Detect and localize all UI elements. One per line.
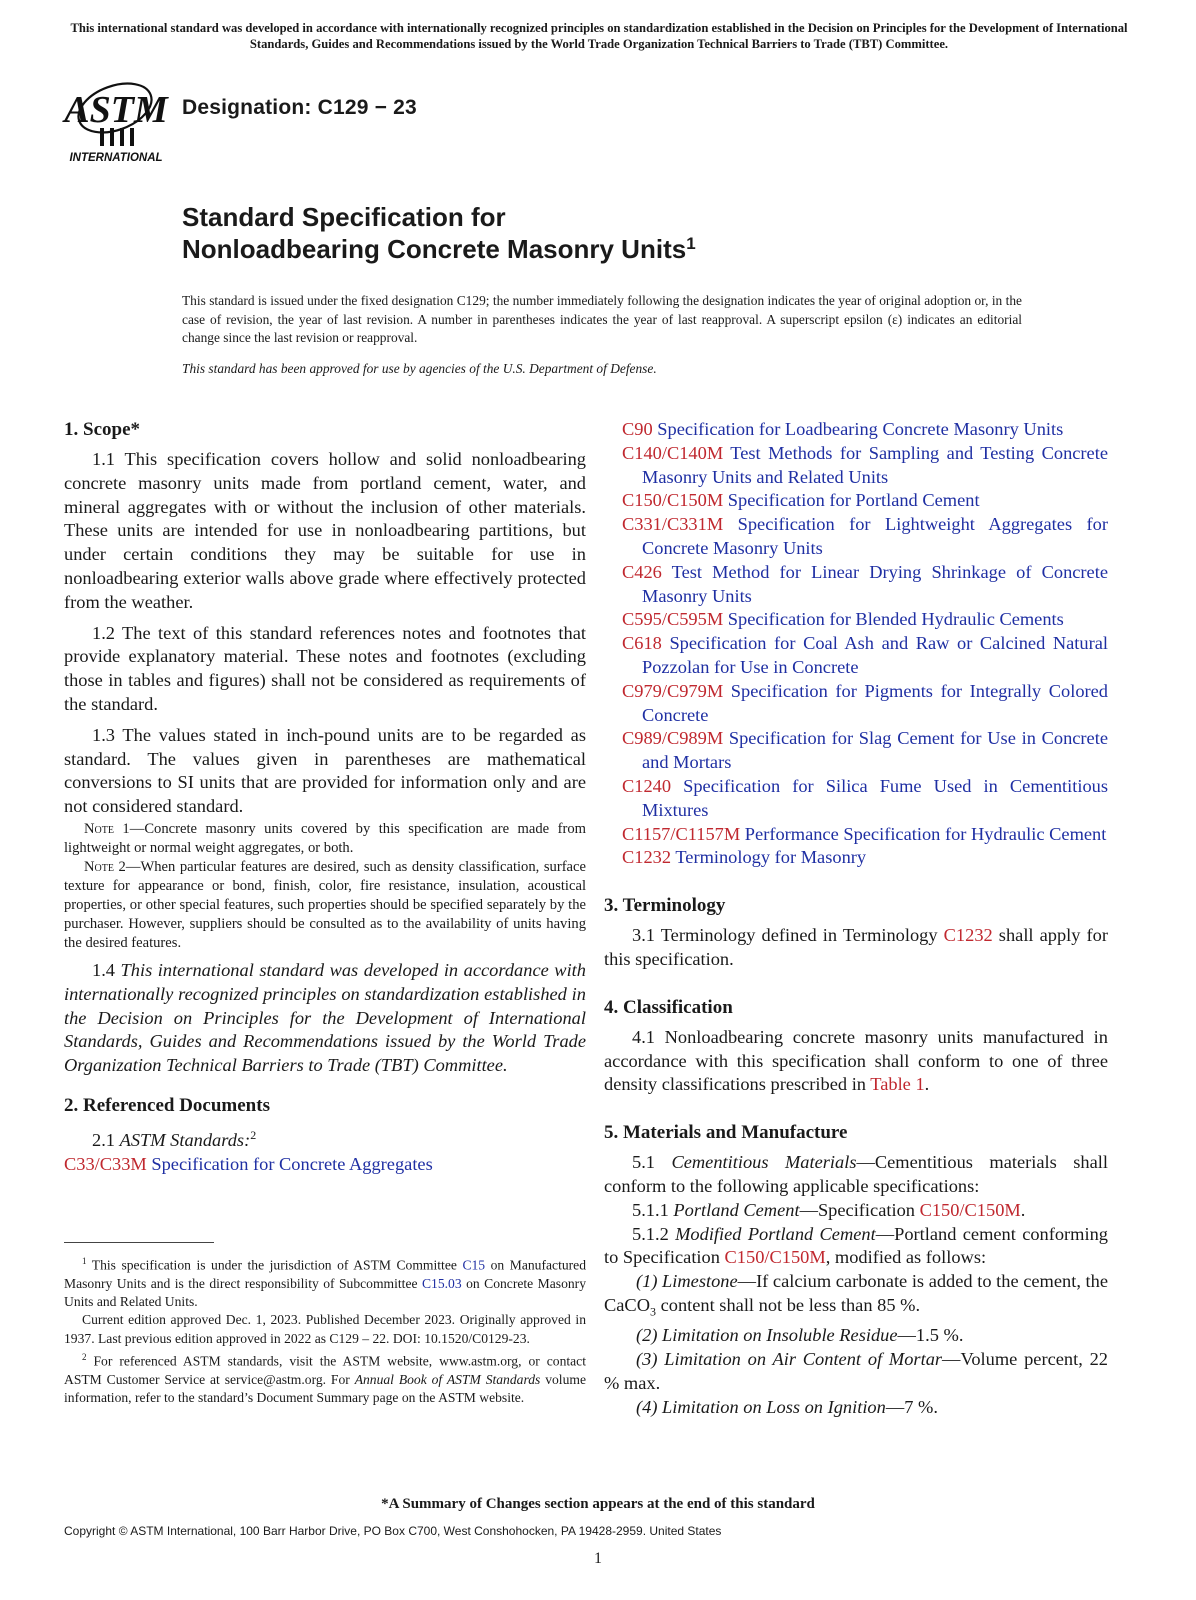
- ref-code[interactable]: C618: [622, 633, 662, 654]
- note-1-text: —Concrete masonry units covered by this specification are made from lightweight or normal weight aggregates, or both.: [64, 820, 586, 856]
- footnote-2-b: volume information, refer to the standard’s Document Summary page on the ASTM website.: [64, 1371, 586, 1406]
- para-2-1-footnote-ref[interactable]: 2: [250, 1127, 257, 1142]
- link-c15-03[interactable]: C15.03: [421, 1275, 462, 1291]
- para-1-2: 1.2 The text of this standard references notes and footnotes that provide explanatory material. These notes and footnotes (excluding those in tables and figures) shall not be considered as requirements of the standard.: [64, 622, 586, 714]
- footnote-1-edition: Current edition approved Dec. 1, 2023. Published December 2023. Originally approved in 1937. Last previous edition approved in 2022 as C129 – 22. DOI: 10.1520/C0129-23.: [64, 1312, 586, 1346]
- ref-title[interactable]: Specification for Pigments for Integrally Colored Concrete: [642, 680, 1108, 725]
- logo-lettering: ASTM: [64, 89, 168, 131]
- designation: Designation: C129 − 23: [182, 96, 417, 119]
- footnote-1-mark: 1: [82, 1256, 87, 1266]
- note-2-text: —When particular features are desired, such as density classification, surface texture for appearance or bond, finish, color, fire resistance, insulation, acoustical properties, or other special features, such properties should be specified separately by the purchaser. However, suppliers should be consulted as to the availability of units having the desired features.: [64, 858, 586, 951]
- para-1-4: [64, 959, 586, 1078]
- page-number: 1: [594, 1550, 602, 1567]
- footnote-rule: [64, 1242, 214, 1243]
- section-heading-classification: 4. Classification: [604, 996, 733, 1018]
- dod-statement: This standard has been approved for use by agencies of the U.S. Department of Defense.: [182, 361, 657, 376]
- issued-statement: This standard is issued under the fixed designation C129; the number immediately following the designation indicates the year of original adoption or, in the case of revision, the year of last revision. A number in parentheses indicates the year of last reapproval. A superscript epsilon (ε) indicates an editorial change since the last revision or reapproval.: [182, 293, 1022, 345]
- para-5-1-2: [604, 1223, 1108, 1271]
- para-5-1-text: —Cementitious materials shall conform to the following applicable specifications:: [604, 1152, 1108, 1196]
- para-1-4-text: This international standard was developed in accordance with internationally recognized principles on standardization established in the Decision on Principles for the Development of International Standards, Guides and Recommendations issued by the World Trade Organization Technical Barriers to Trade (TBT) Committee.: [64, 959, 586, 1076]
- ref-title[interactable]: Specification for Lightweight Aggregates for Concrete Masonry Units: [642, 514, 1108, 558]
- item-3-text: —Volume percent, 22 % max.: [604, 1349, 1108, 1393]
- ref-item-c1157[interactable]: [622, 823, 1108, 847]
- note-2-label: Note 2: [84, 858, 126, 875]
- footnote-2-italic: Annual Book of ASTM Standards: [354, 1371, 541, 1387]
- document-title: [182, 201, 696, 265]
- ref-title[interactable]: Specification for Slag Cement for Use in Concrete and Mortars: [642, 728, 1108, 773]
- title-line-1: Standard Specification for: [182, 202, 506, 232]
- ref-code[interactable]: C979/C979M: [622, 680, 724, 701]
- ref-title[interactable]: Terminology for Masonry: [671, 847, 867, 868]
- section-heading-scope: 1. Scope*: [64, 419, 140, 440]
- materials-body: [604, 1151, 1108, 1419]
- ref-code[interactable]: C1157/C1157M: [622, 823, 741, 844]
- footnote-2-a: For referenced ASTM standards, visit the ASTM website, www.astm.org, or contact ASTM Customer Service at service@astm.org. For: [64, 1353, 586, 1387]
- para-5-1-1-end: .: [1020, 1199, 1026, 1220]
- ref-title[interactable]: Specification for Coal Ash and Raw or Calcined Natural Pozzolan for Use in Concrete: [642, 633, 1108, 677]
- ref-code[interactable]: C150/C150M: [622, 490, 724, 511]
- footnotes: [64, 1252, 586, 1407]
- footnote-1-a: This specification is under the jurisdiction of ASTM Committee: [86, 1257, 463, 1273]
- para-5-1-2-end: , modified as follows:: [825, 1247, 987, 1268]
- ref-item-c331[interactable]: [622, 513, 1108, 561]
- ref-item-c1240[interactable]: [622, 775, 1108, 823]
- ref-title[interactable]: Specification for Portland Cement: [723, 490, 980, 511]
- ref-title[interactable]: Specification for Silica Fume Used in Cementitious Mixtures: [642, 775, 1108, 820]
- left-column: [64, 418, 586, 1177]
- para-5-1-1-text: —Specification: [799, 1199, 920, 1220]
- title-line-2-text: Nonloadbearing Concrete Masonry Units: [182, 234, 687, 264]
- para-5-1-2-text: —Portland cement conforming to Specification: [604, 1223, 1108, 1268]
- footnote-2-mark: 2: [82, 1352, 87, 1363]
- ref-item-c989[interactable]: [622, 727, 1108, 775]
- ref-code[interactable]: C33/C33M: [64, 1153, 147, 1174]
- item-4-italic: (4) Limitation on Loss on Ignition: [636, 1396, 886, 1417]
- item-1-sub: 3: [649, 1304, 656, 1319]
- section-heading-terminology: 3. Terminology: [604, 895, 726, 917]
- ref-item-c426[interactable]: [622, 561, 1108, 609]
- item-2-text: —1.5 %.: [897, 1325, 964, 1346]
- copyright: Copyright © ASTM International, 100 Barr Harbor Drive, PO Box C700, West Conshohocken, PA 19428-2959. United States: [64, 1524, 722, 1538]
- link-c150[interactable]: C150/C150M: [919, 1199, 1021, 1220]
- ref-item-c1232[interactable]: [622, 846, 1108, 870]
- logo-international: INTERNATIONAL: [69, 152, 163, 164]
- title-line-2: [182, 233, 696, 265]
- item-1-italic: (1) Limestone: [636, 1271, 738, 1292]
- item-2-italic: (2) Limitation on Insoluble Residue: [636, 1325, 898, 1346]
- footnote-1-c: on Concrete Masonry Units and Related Units.: [64, 1275, 586, 1310]
- para-2-1: [64, 1124, 586, 1153]
- ref-code[interactable]: C595/C595M: [622, 609, 724, 630]
- section-heading-referenced: 2. Referenced Documents: [64, 1094, 270, 1116]
- astm-logo: [62, 68, 170, 168]
- para-5-1-1: [604, 1199, 1108, 1223]
- title-footnote-ref[interactable]: 1: [686, 234, 696, 253]
- para-5-1-num: 5.1: [632, 1152, 672, 1173]
- ref-item-c618[interactable]: [622, 632, 1108, 680]
- note-1-label: Note 1: [84, 820, 130, 837]
- para-3-1: [604, 924, 1108, 972]
- link-c150-modified[interactable]: C150/C150M: [724, 1247, 826, 1268]
- para-5-1-italic: Cementitious Materials: [671, 1152, 857, 1173]
- item-4: [604, 1396, 1108, 1420]
- item-1: [604, 1270, 1108, 1324]
- ref-code[interactable]: C1232: [622, 847, 672, 868]
- para-5-1: [604, 1151, 1108, 1199]
- para-1-4-num: 1.4: [92, 959, 121, 980]
- para-1-3: 1.3 The values stated in inch-pound units are to be regarded as standard. The values given in parentheses are mathematical conversions to SI units that are provided for information only and are not considered standard.: [64, 724, 586, 817]
- summary-of-changes-note: *A Summary of Changes section appears at the end of this standard: [381, 1496, 815, 1512]
- item-3: [604, 1348, 1108, 1396]
- footnote-1: [64, 1252, 586, 1311]
- footnote-1-b: on Manufactured Masonry Units and is the direct responsibility of Subcommittee: [64, 1257, 586, 1291]
- ref-title[interactable]: Specification for Loadbearing Concrete Masonry Units: [652, 419, 1064, 439]
- para-4-1-b: .: [924, 1074, 930, 1095]
- note-2: [64, 858, 586, 953]
- right-column: [604, 418, 1108, 1420]
- ref-title[interactable]: Test Methods for Sampling and Testing Concrete Masonry Units and Related Units: [642, 442, 1108, 487]
- item-3-italic: (3) Limitation on Air Content of Mortar: [636, 1349, 943, 1370]
- link-c1232[interactable]: C1232: [943, 925, 993, 946]
- ref-code[interactable]: C140/C140M: [622, 442, 724, 463]
- section-heading-materials: 5. Materials and Manufacture: [604, 1122, 848, 1144]
- para-1-1: 1.1 This specification covers hollow and solid nonloadbearing concrete masonry units made from portland cement, water, and mineral aggregates with or without the inclusion of other materials. These units are intended for use in nonloadbearing partitions, but under certain conditions they may be suitable for use in nonloadbearing exterior walls above grade where effectively protected from the weather.: [64, 449, 586, 612]
- ref-item-c595[interactable]: [622, 608, 1108, 632]
- ref-code[interactable]: C90: [622, 419, 653, 439]
- ref-item-c33[interactable]: [64, 1153, 586, 1177]
- ref-title[interactable]: Test Method for Linear Drying Shrinkage of Concrete Masonry Units: [642, 561, 1108, 606]
- para-4-1-a: 4.1 Nonloadbearing concrete masonry units manufactured in accordance with this specification shall conform to one of three density classifications prescribed in: [604, 1026, 1108, 1095]
- wto-notice: This international standard was developed in accordance with internationally recognized principles on standardization established in the Decision on Principles for the Development of International Standards, Guides and Recommendations issued by the World Trade Organization Technical Barriers to Trade (TBT) Committee.: [70, 21, 1128, 51]
- ref-code[interactable]: C331/C331M: [622, 514, 724, 535]
- item-1-text-b: content shall not be less than 85 %.: [655, 1294, 921, 1315]
- note-1: [64, 820, 586, 858]
- link-c15[interactable]: C15: [462, 1257, 486, 1273]
- ref-title[interactable]: Specification for Concrete Aggregates: [146, 1153, 433, 1174]
- ref-item-c90[interactable]: [622, 418, 1108, 442]
- item-4-text: —7 %.: [885, 1396, 938, 1417]
- para-3-1-b: shall apply for this specification.: [604, 925, 1108, 969]
- ref-item-c150[interactable]: [622, 489, 1108, 513]
- para-5-1-1-num: 5.1.1: [632, 1199, 674, 1220]
- para-5-1-2-italic: Modified Portland Cement: [675, 1223, 876, 1244]
- ref-code[interactable]: C1240: [622, 775, 672, 796]
- item-2: [604, 1324, 1108, 1348]
- ref-title[interactable]: Specification for Blended Hydraulic Cements: [723, 609, 1064, 630]
- ref-title[interactable]: Performance Specification for Hydraulic Cement: [740, 823, 1107, 844]
- ref-item-c979[interactable]: [622, 680, 1108, 728]
- link-table-1[interactable]: Table 1: [870, 1074, 925, 1095]
- ref-code[interactable]: C989/C989M: [622, 728, 724, 749]
- para-5-1-2-num: 5.1.2: [632, 1223, 676, 1244]
- para-2-1-text: ASTM Standards:: [119, 1130, 251, 1151]
- ref-item-c140[interactable]: [622, 442, 1108, 490]
- para-3-1-a: 3.1 Terminology defined in Terminology: [632, 925, 944, 946]
- para-2-1-num: 2.1: [92, 1130, 120, 1151]
- para-5-1-1-italic: Portland Cement: [673, 1199, 800, 1220]
- ref-code[interactable]: C426: [622, 561, 662, 582]
- para-4-1: [604, 1026, 1108, 1097]
- footnote-2: [64, 1348, 586, 1407]
- item-1-text-a: —If calcium carbonate is added to the cement, the CaCO: [604, 1271, 1108, 1315]
